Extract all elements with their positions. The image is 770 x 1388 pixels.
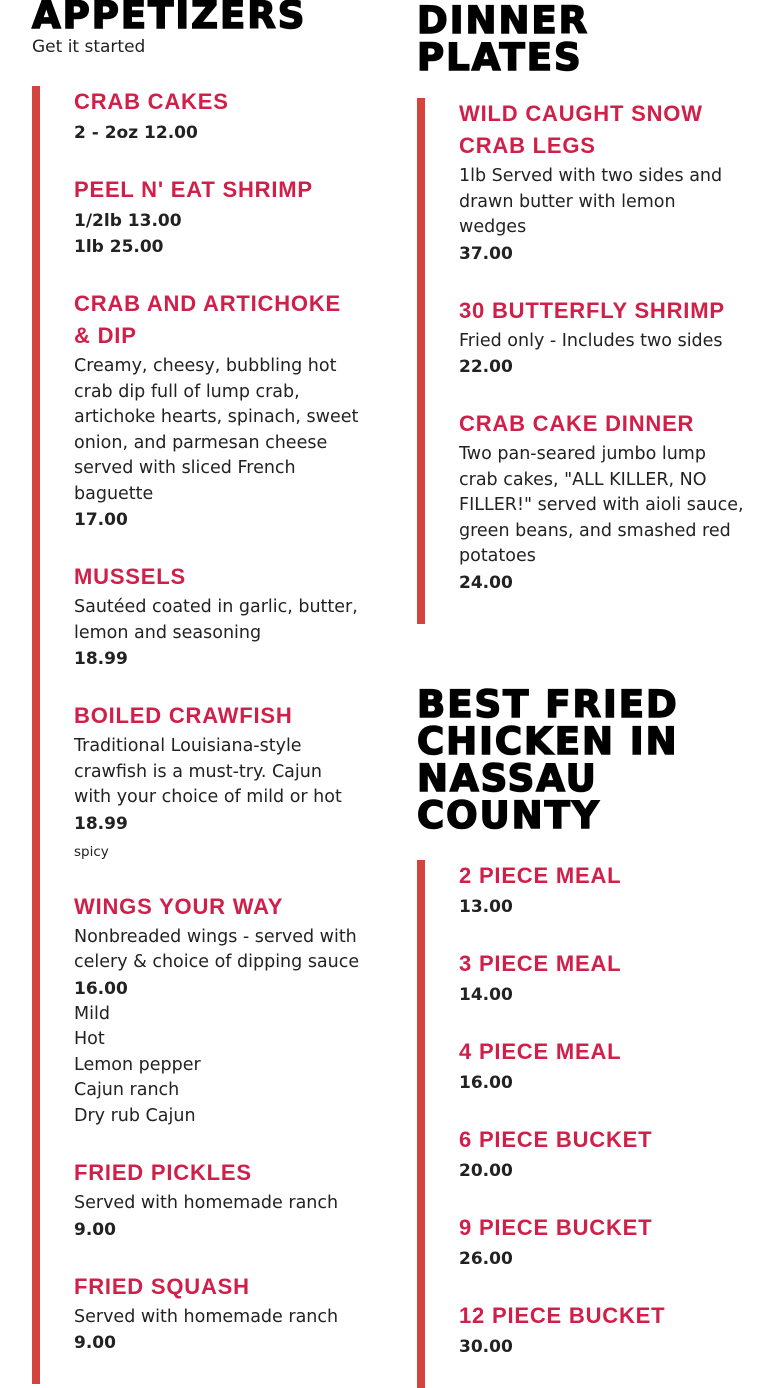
- menu-item-price: 16.00: [74, 978, 128, 999]
- menu-item: [459, 408, 747, 624]
- menu-item: [74, 561, 362, 700]
- menu-item-price: 22.00: [459, 357, 513, 377]
- menu-item-name: CRAB CAKES: [74, 89, 229, 114]
- menu-item-name: FRIED PICKLES: [74, 1160, 252, 1185]
- menu-item-name: 6 PIECE BUCKET: [459, 1126, 653, 1152]
- menu-item-name: 12 PIECE BUCKET: [459, 1302, 666, 1328]
- menu-item-description: Traditional Louisiana-style crawfish is a must-try. Cajun with your choice of mild or hot: [74, 736, 342, 807]
- menu-item: [459, 98, 747, 295]
- menu-item-price: 16.00: [459, 1072, 513, 1093]
- menu-item-price: 2 - 2oz 12.00: [74, 123, 198, 143]
- menu-item-description: 1lb Served with two sides and drawn butter with lemon wedges: [459, 166, 723, 237]
- menu-item: [459, 1036, 747, 1124]
- menu-item-name: CRAB AND ARTICHOKE & DIP: [74, 291, 341, 348]
- menu-item-price: 9.00: [74, 1333, 116, 1353]
- chicken-title: BEST FRIED CHICKEN IN NASSAU COUNTY: [417, 682, 679, 837]
- menu-item-description: Served with homemade ranch: [74, 1193, 339, 1213]
- menu-item-name: 30 BUTTERFLY SHRIMP: [459, 297, 725, 323]
- menu-item-name: WINGS YOUR WAY: [74, 893, 284, 919]
- menu-item-name: 9 PIECE BUCKET: [459, 1214, 653, 1240]
- menu-item: [459, 948, 747, 1036]
- menu-item: [74, 86, 362, 174]
- appetizers-subtitle: Get it started: [32, 37, 146, 57]
- menu-item-price: 20.00: [459, 1160, 513, 1181]
- dinner-column: [417, 2, 747, 1388]
- menu-item-name: CRAB CAKE DINNER: [459, 411, 695, 436]
- menu-item: [74, 1157, 362, 1271]
- menu-item: [74, 288, 362, 561]
- menu-item-price: 17.00: [74, 510, 128, 530]
- dinner-title: DINNER PLATES: [417, 0, 590, 79]
- menu-item-price: 1/2lb 13.00: [74, 211, 182, 231]
- menu-item: [459, 1212, 747, 1300]
- menu-item: [459, 295, 747, 409]
- menu-item: [74, 700, 362, 891]
- appetizers-column: [32, 0, 362, 1384]
- menu-item-price: 14.00: [459, 984, 513, 1005]
- menu-item: [459, 1300, 747, 1388]
- menu-item-description: Fried only - Includes two sides: [459, 330, 723, 351]
- menu-item-name: 3 PIECE MEAL: [459, 950, 622, 976]
- appetizers-title: APPETIZERS: [32, 0, 307, 37]
- menu-item-name: WILD CAUGHT SNOW CRAB LEGS: [459, 101, 703, 158]
- menu-item: [74, 174, 362, 288]
- menu-item-option: Lemon pepper: [74, 1054, 201, 1075]
- menu-item-price: 9.00: [74, 1219, 116, 1240]
- menu-item-description: Sautéed coated in garlic, butter, lemon and seasoning: [74, 597, 358, 643]
- menu-item-price: 18.99: [74, 649, 128, 669]
- menu-item-option: Dry rub Cajun: [74, 1105, 196, 1126]
- chicken-list: [417, 860, 747, 1388]
- menu-item-name: BOILED CRAWFISH: [74, 703, 293, 728]
- menu-item-price: 13.00: [459, 896, 513, 917]
- menu-item-name: 2 PIECE MEAL: [459, 862, 622, 888]
- menu-item-option: Hot: [74, 1029, 105, 1049]
- menu-item-description: Nonbreaded wings - served with celery & choice of dipping sauce: [74, 926, 360, 972]
- menu-item-description: Served with homemade ranch: [74, 1306, 339, 1327]
- menu-item-option: Cajun ranch: [74, 1080, 180, 1100]
- menu-item-name: 4 PIECE MEAL: [459, 1038, 622, 1064]
- menu-item-name: PEEL N' EAT SHRIMP: [74, 177, 313, 202]
- menu-item: [74, 891, 362, 1158]
- menu-item-description: Two pan-seared jumbo lump crab cakes, "ALL KILLER, NO FILLER!" served with aioli sauce, green beans, and smashed red potatoes: [459, 444, 744, 566]
- menu-item-name: FRIED SQUASH: [74, 1273, 250, 1299]
- menu-item-price: 37.00: [459, 243, 513, 264]
- menu-item-price: 1lb 25.00: [74, 237, 164, 257]
- menu-item: [74, 1271, 362, 1385]
- menu-item-price: 26.00: [459, 1248, 513, 1269]
- menu-item: [459, 1124, 747, 1212]
- menu-item-price: 24.00: [459, 572, 513, 593]
- menu-item-description: Creamy, cheesy, bubbling hot crab dip full of lump crab, artichoke hearts, spinach, sweet onion, and parmesan cheese served with sliced French baguette: [74, 356, 359, 504]
- menu-item-price: 18.99: [74, 813, 128, 834]
- menu-item: [459, 860, 747, 948]
- menu-item-name: MUSSELS: [74, 564, 186, 589]
- dinner-list: [417, 98, 747, 624]
- menu-item-note: spicy: [74, 843, 109, 860]
- menu-item-option: Mild: [74, 1003, 110, 1024]
- appetizers-list: [32, 86, 362, 1384]
- menu-item-price: 30.00: [459, 1336, 513, 1357]
